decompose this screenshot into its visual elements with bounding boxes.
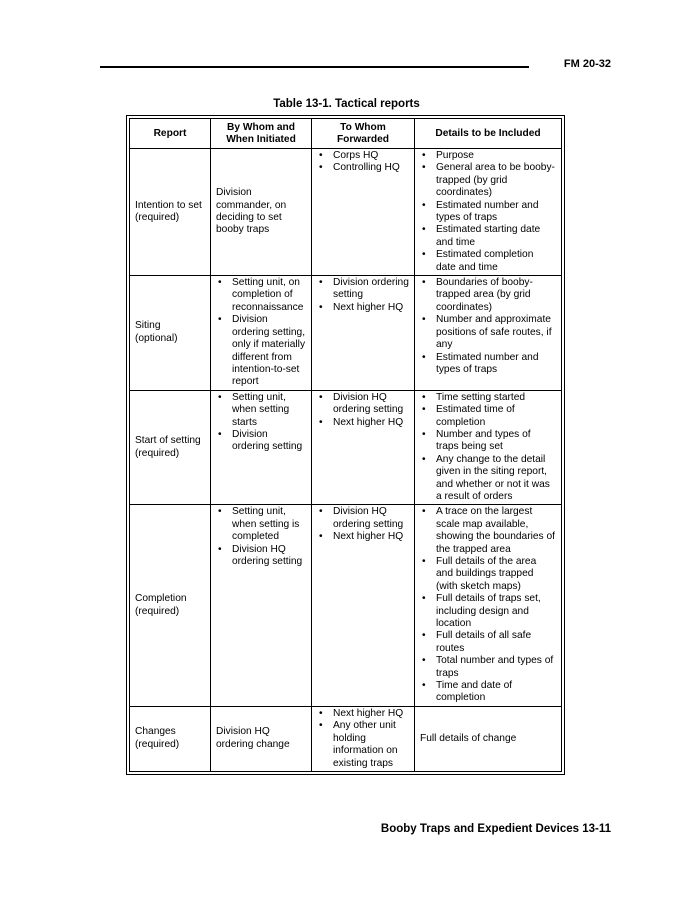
table-row xyxy=(130,149,562,276)
list-item: • Division HQ ordering setting xyxy=(317,506,409,531)
table-row xyxy=(130,276,562,391)
initiated-cell: Division commander, on deciding to set booby traps xyxy=(211,149,312,276)
report-cell: Changes (required) xyxy=(130,706,211,771)
list-item: • Number and types of traps being set xyxy=(420,429,556,454)
list-item: • Setting unit, when setting is completed xyxy=(216,506,306,543)
list-item: • Division HQ ordering setting xyxy=(317,392,409,417)
column-header-forwarded: To Whom Forwarded xyxy=(312,119,415,149)
table-row xyxy=(130,505,562,707)
initiated-cell: Division HQ ordering change xyxy=(211,706,312,771)
forwarded-cell xyxy=(312,276,415,391)
details-cell: Full details of change xyxy=(415,706,562,771)
list-item: • Estimated starting date and time xyxy=(420,224,556,249)
list-item: • Division ordering setting, only if materially different from intention-to-set report xyxy=(216,314,306,388)
column-header-details: Details to be Included xyxy=(415,119,562,149)
list-item: • Estimated time of completion xyxy=(420,404,556,429)
list-item: • Any change to the detail given in the siting report, and whether or not it was a result of orders xyxy=(420,454,556,504)
details-cell xyxy=(415,390,562,505)
list-item: • Any other unit holding information on existing traps xyxy=(317,720,409,770)
initiated-cell xyxy=(211,276,312,391)
list-item: • Full details of traps set, including design and location xyxy=(420,593,556,630)
list-item: • A trace on the largest scale map available, showing the boundaries of the trapped area xyxy=(420,506,556,556)
list-item: • Controlling HQ xyxy=(317,162,409,174)
forwarded-cell xyxy=(312,149,415,276)
list-item: • Time and date of completion xyxy=(420,680,556,705)
header-rule xyxy=(100,66,529,68)
tactical-reports-table-wrapper xyxy=(129,118,561,772)
report-cell: Start of setting (required) xyxy=(130,390,211,505)
initiated-cell xyxy=(211,390,312,505)
list-item: • Total number and types of traps xyxy=(420,655,556,680)
initiated-cell xyxy=(211,505,312,707)
details-cell xyxy=(415,149,562,276)
report-cell: Completion (required) xyxy=(130,505,211,707)
list-item: • Full details of the area and buildings trapped (with sketch maps) xyxy=(420,556,556,593)
list-item: • Setting unit, on completion of reconnaissance xyxy=(216,277,306,314)
list-item: • Division ordering setting xyxy=(317,277,409,302)
list-item: • Next higher HQ xyxy=(317,417,409,429)
table-caption: Table 13-1. Tactical reports xyxy=(273,98,420,110)
list-item: • Estimated completion date and time xyxy=(420,249,556,274)
list-item: • Time setting started xyxy=(420,392,556,404)
table-header-row xyxy=(130,119,562,149)
list-item: • Division HQ ordering setting xyxy=(216,544,306,569)
list-item: • Corps HQ xyxy=(317,150,409,162)
details-cell xyxy=(415,505,562,707)
list-item: • Setting unit, when setting starts xyxy=(216,392,306,429)
page-footer: Booby Traps and Expedient Devices 13-11 xyxy=(380,823,611,835)
list-item: • Boundaries of booby-trapped area (by grid coordinates) xyxy=(420,277,556,314)
column-header-initiated: By Whom and When Initiated xyxy=(211,119,312,149)
table-row xyxy=(130,390,562,505)
forwarded-cell xyxy=(312,505,415,707)
column-header-report: Report xyxy=(130,119,211,149)
table-row xyxy=(130,706,562,771)
report-cell: Siting (optional) xyxy=(130,276,211,391)
document-id: FM 20-32 xyxy=(563,58,611,70)
list-item: • Next higher HQ xyxy=(317,531,409,543)
forwarded-cell xyxy=(312,706,415,771)
details-cell xyxy=(415,276,562,391)
list-item: • Estimated number and types of traps xyxy=(420,200,556,225)
list-item: • Next higher HQ xyxy=(317,302,409,314)
report-cell: Intention to set (required) xyxy=(130,149,211,276)
list-item: • General area to be booby-trapped (by grid coordinates) xyxy=(420,162,556,199)
list-item: • Purpose xyxy=(420,150,556,162)
list-item: • Next higher HQ xyxy=(317,708,409,720)
forwarded-cell xyxy=(312,390,415,505)
tactical-reports-table xyxy=(129,118,562,772)
list-item: • Estimated number and types of traps xyxy=(420,352,556,377)
list-item: • Full details of all safe routes xyxy=(420,630,556,655)
list-item: • Division ordering setting xyxy=(216,429,306,454)
list-item: • Number and approximate positions of safe routes, if any xyxy=(420,314,556,351)
